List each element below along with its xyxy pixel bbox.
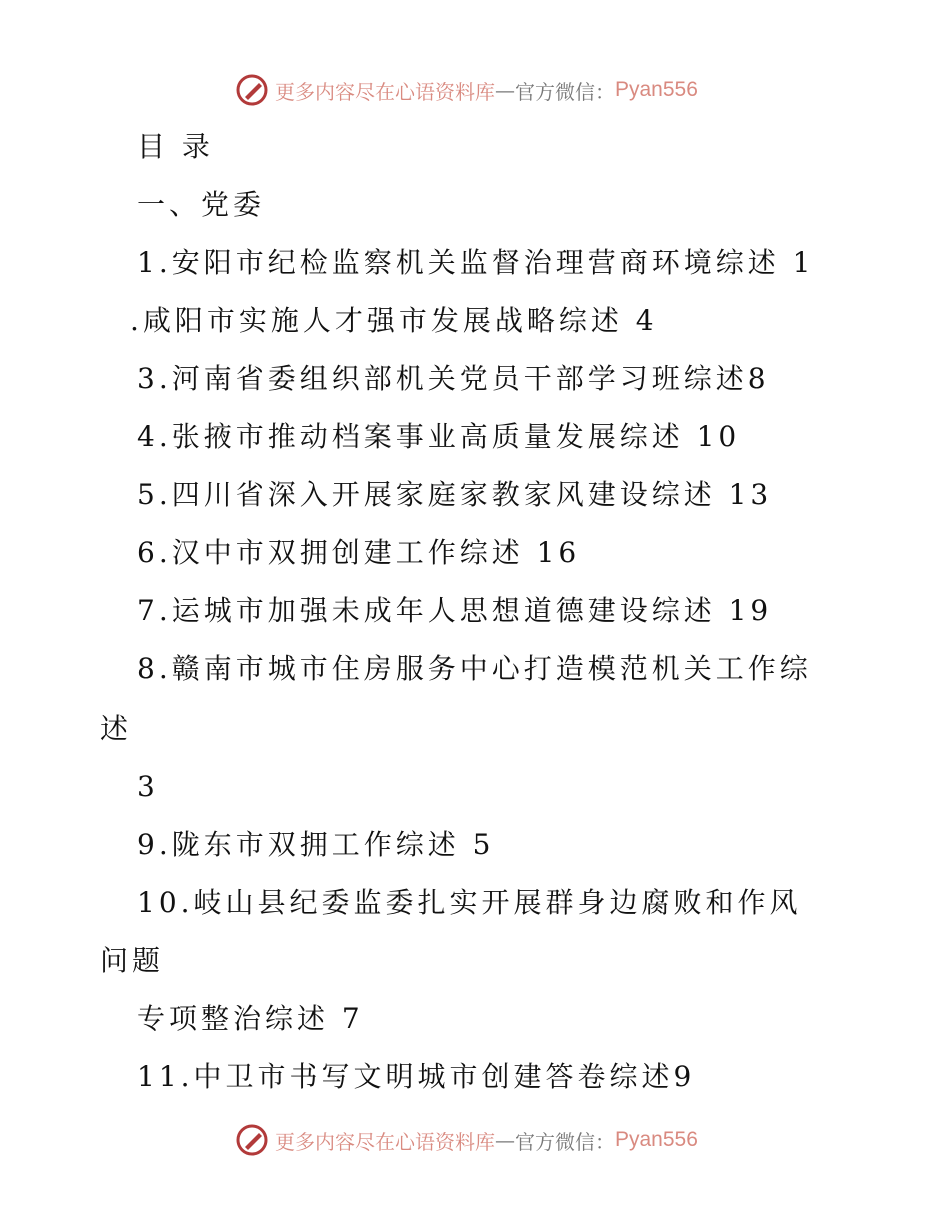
toc-entry: 5.四川省深入开展家庭家教家风建设综述 13 [137, 478, 773, 511]
toc-entry: 9.陇东市双拥工作综述 5 [137, 828, 495, 861]
toc-entry: 8.赣南市城市住房服务中心打造模范机关工作综 [137, 652, 812, 685]
watermark-wechat-label: 官方微信： [515, 79, 615, 104]
watermark-wechat-label: 官方微信： [515, 1129, 615, 1154]
toc-entry-page: 3 [137, 770, 159, 803]
toc-entry-continuation: 专项整治综述 7 [137, 1002, 364, 1035]
watermark-dash: — [495, 78, 515, 102]
watermark-wechat-id: Pyan556 [615, 1128, 698, 1151]
toc-entry: .咸阳市实施人才强市发展战略综述 4 [130, 304, 658, 337]
watermark-wechat-id: Pyan556 [615, 78, 698, 101]
pen-logo-icon [235, 1123, 269, 1157]
toc-entry: 4.张掖市推动档案事业高质量发展综述 10 [137, 420, 741, 453]
toc-entry: 10.岐山县纪委监委扎实开展群身边腐败和作风 [137, 886, 802, 919]
pen-logo-icon [235, 73, 269, 107]
header-watermark [235, 73, 698, 107]
toc-entry-continuation: 述 [100, 712, 133, 745]
toc-entry: 11.中卫市书写文明城市创建答卷综述9 [137, 1060, 696, 1093]
toc-entry: 3.河南省委组织部机关党员干部学习班综述8 [137, 362, 770, 395]
toc-entry-continuation: 问题 [100, 944, 165, 977]
watermark-text: 更多内容尽在心语资料库 [275, 79, 495, 104]
toc-title: 目 录 [137, 130, 214, 163]
toc-entry: 1.安阳市纪检监察机关监督治理营商环境综述 1 [137, 246, 815, 279]
watermark-text: 更多内容尽在心语资料库 [275, 1129, 495, 1154]
toc-section-heading: 一、党委 [137, 188, 266, 221]
toc-entry: 7.运城市加强未成年人思想道德建设综述 19 [137, 594, 773, 627]
footer-watermark [235, 1123, 698, 1157]
toc-entry: 6.汉中市双拥创建工作综述 16 [137, 536, 581, 569]
watermark-dash: — [495, 1128, 515, 1152]
